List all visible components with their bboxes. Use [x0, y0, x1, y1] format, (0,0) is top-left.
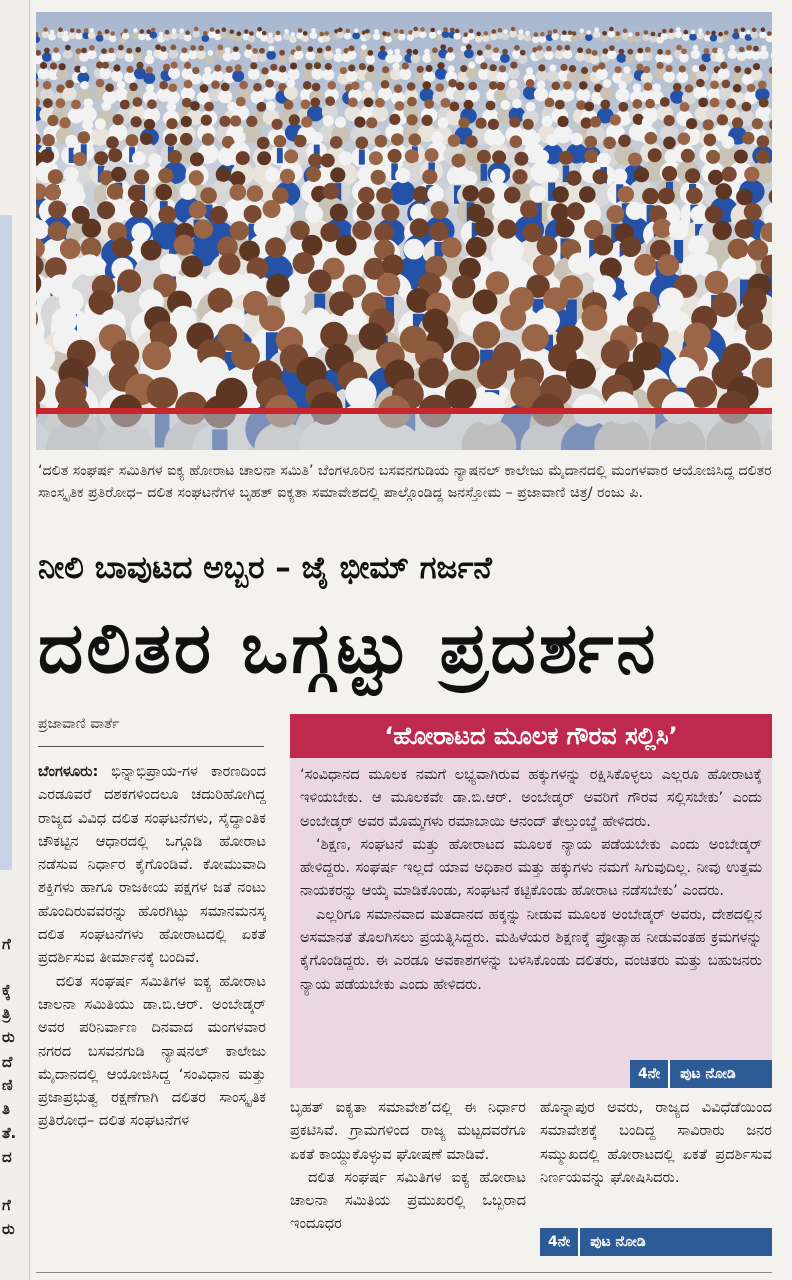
continued-page-jump[interactable] — [540, 1228, 772, 1256]
adjacent-fragment: ರು — [2, 1028, 15, 1046]
jump-label: ಪುಟ ನೋಡಿ — [680, 1066, 736, 1082]
jump-label: ಪುಟ ನೋಡಿ — [590, 1234, 646, 1250]
adjacent-fragment: ಗೆ — [2, 1196, 11, 1214]
main-headline: ದಲಿತರ ಒಗ್ಗಟ್ಟು ಪ್ರದರ್ಶನ — [38, 607, 659, 689]
crowd-photo — [36, 12, 772, 450]
adjacent-fragment: ತ್ರಿ — [2, 1004, 11, 1022]
article-column-3 — [540, 1096, 772, 1222]
dateline: ಬೆಂಗಳೂರು: — [38, 763, 99, 780]
paragraph: ಭಿನ್ನಾಭಿಪ್ರಾಯ-ಗಳ ಕಾರಣದಿಂದ ಎರಡೂವರೆ ದಶಕಗಳಿಂದಲೂ ಚದುರಿಹೋಗಿದ್ದ ರಾಜ್ಯದ ವಿವಿಧ ದಲಿತ ಸಂಘಟನೆಗಳು, ಸೈದ್ಧಾಂತಿಕ ಚೌಕಟ್ಟಿನ ಆಧಾರದಲ್ಲಿ ಒಗ್ಗೂಡಿ ಹೋರಾಟ ನಡೆಸುವ ನಿರ್ಧಾರ ಕೈಗೊಂಡಿವೆ. ಕೋಮುವಾದಿ ಶಕ್ತಿಗಳು ಹಾಗೂ ರಾಜಕೀಯ ಪಕ್ಷಗಳ ಜತೆ ನಂಟು ಹೊಂದಿರುವವರನ್ನು ಹೊರಗಿಟ್ಟು ಸಮಾನಮನಸ್ಕ ದಲಿತ ಸಂಘಟನೆಗಳು ಹೋರಾಟದಲ್ಲಿ ಏಕತೆ ಪ್ರದರ್ಶಿಸುವ ತೀರ್ಮಾನಕ್ಕೆ ಬಂದಿವೆ. — [38, 763, 266, 967]
adjacent-fragment: ಣಿ — [2, 1076, 13, 1094]
adjacent-fragment: ಕ್ಕೆ — [2, 981, 11, 999]
adjacent-fragment: ತೆ. — [2, 1124, 17, 1142]
jump-page-number: 4ನೇ — [540, 1228, 580, 1256]
paragraph: ಬೃಹತ್ ಐಕ್ಯತಾ ಸಮಾವೇಶ’ದಲ್ಲಿ ಈ ನಿರ್ಧಾರ ಪ್ರಕಟಿಸಿವೆ. ಗ್ರಾಮಗಳಿಂದ ರಾಜ್ಯ ಮಟ್ಟದವರೆಗೂ ಏಕತೆ ಕಾಯ್ದುಕೊಳ್ಳುವ ಘೋಷಣೆ ಮಾಡಿವೆ. — [290, 1099, 526, 1163]
adjacent-fragment: ಗೆ — [2, 935, 11, 953]
sidebar-box-title: ‘ಹೋರಾಟದ ಮೂಲಕ ಗೌರವ ಸಲ್ಲಿಸಿ’ — [290, 714, 772, 758]
kicker-headline: ನೀಲಿ ಬಾವುಟದ ಅಬ್ಬರ – ಜೈ ಭೀಮ್ ಗರ್ಜನೆ — [38, 550, 492, 586]
red-railing — [36, 408, 772, 414]
page-bottom-rule — [36, 1272, 772, 1273]
paragraph: ದಲಿತ ಸಂಘರ್ಷ ಸಮಿತಿಗಳ ಐಕ್ಯ ಹೋರಾಟ ಚಾಲನಾ ಸಮಿತಿಯು ಡಾ.ಬಿ.ಆರ್. ಅಂಬೇಡ್ಕರ್ ಅವರ ಪರಿನಿರ್ವಾಣ ದಿನವಾದ ಮಂಗಳವಾರ ನಗರದ ಬಸವನಗುಡಿ ನ್ಯಾಷನಲ್ ಕಾಲೇಜು ಮೈದಾನದಲ್ಲಿ ಆಯೋಜಿಸಿದ್ದ ‘ಸಂವಿಧಾನ ಮತ್ತು ಪ್ರಜಾಪ್ರಭುತ್ವ ರಕ್ಷಣೆಗಾಗಿ ದಲಿತರ ಸಾಂಸ್ಕೃತಿಕ ಪ್ರತಿರೋಧ– ದಲಿತ ಸಂಘಟನೆಗಳ — [38, 972, 266, 1130]
adjacent-article-strip — [0, 0, 30, 1280]
sidebar-box-body — [300, 764, 762, 997]
photo-caption: ‘ದಲಿತ ಸಂಘರ್ಷ ಸಮಿತಿಗಳ ಐಕ್ಯ ಹೋರಾಟ ಚಾಲನಾ ಸಮಿತಿ’ ಬೆಂಗಳೂರಿನ ಬಸವನಗುಡಿಯ ನ್ಯಾಷನಲ್ ಕಾಲೇಜು ಮೈದಾನದಲ್ಲಿ ಮಂಗಳವಾರ ಆಯೋಜಿಸಿದ್ದ ದಲಿತರ ಸಾಂಸ್ಕೃತಿಕ ಪ್ರತಿರೋಧ– ದಲಿತ ಸಂಘಟನೆಗಳ ಬೃಹತ್ ಐಕ್ಯತಾ ಸಮಾವೇಶದಲ್ಲಿ ಪಾಲ್ಗೊಂಡಿದ್ದ ಜನಸ್ತೋಮ – ಪ್ರಜಾವಾಣಿ ಚಿತ್ರ/ ರಂಜು ಪಿ. — [38, 463, 772, 501]
adjacent-fragment: ದ — [2, 1148, 12, 1166]
byline: ಪ್ರಜಾವಾಣಿ ವಾರ್ತೆ — [38, 716, 120, 732]
continued-page-jump[interactable] — [630, 1060, 772, 1088]
article-column-1 — [38, 760, 266, 1270]
adjacent-fragment: ತಿ — [2, 1100, 10, 1118]
sidebar-box — [290, 714, 772, 1088]
jump-page-number: 4ನೇ — [630, 1060, 670, 1088]
article-column-2 — [290, 1096, 526, 1266]
adjacent-blue-panel — [0, 215, 12, 870]
byline-divider — [38, 746, 264, 747]
adjacent-fragment: ರು — [2, 1220, 15, 1238]
adjacent-fragment: ದೆ — [2, 1053, 13, 1071]
paragraph: ಹೊನ್ನಾಪುರ ಅವರು, ರಾಜ್ಯದ ವಿವಿಧೆಡೆಯಿಂದ ಸಮಾವೇಶಕ್ಕೆ ಬಂದಿದ್ದ ಸಾವಿರಾರು ಜನರ ಸಮ್ಮುಖದಲ್ಲಿ ಹೋರಾಟದಲ್ಲಿ ಏಕತೆ ಪ್ರದರ್ಶಿಸುವ ನಿರ್ಣಯವನ್ನು ಘೋಷಿಸಿದರು. — [540, 1099, 772, 1186]
paragraph: ‘ಸಂವಿಧಾನದ ಮೂಲಕ ನಮಗೆ ಲಭ್ಯವಾಗಿರುವ ಹಕ್ಕುಗಳನ್ನು ರಕ್ಷಿಸಿಕೊಳ್ಳಲು ಎಲ್ಲರೂ ಹೋರಾಟಕ್ಕೆ ಇಳಿಯಬೇಕು. ಆ ಮೂಲಕವೇ ಡಾ.ಬಿ.ಆರ್. ಅಂಬೇಡ್ಕರ್ ಅವರಿಗೆ ಗೌರವ ಸಲ್ಲಿಸಬೇಕು’ ಎಂದು ಅಂಬೇಡ್ಕರ್ ಅವರ ಮೊಮ್ಮಗಳು ರಮಾಬಾಯಿ ಆನಂದ್ ತೇಲ್ತುಂಬ್ಡೆ ಹೇಳಿದರು. — [300, 767, 762, 830]
paragraph: ‘ಶಿಕ್ಷಣ, ಸಂಘಟನೆ ಮತ್ತು ಹೋರಾಟದ ಮೂಲಕ ನ್ಯಾಯ ಪಡೆಯಬೇಕು ಎಂದು ಅಂಬೇಡ್ಕರ್ ಹೇಳಿದ್ದರು. ಸಂಘರ್ಷ ಇಲ್ಲದೆ ಯಾವ ಅಧಿಕಾರ ಮತ್ತು ಹಕ್ಕುಗಳು ನಮಗೆ ಸಿಗುವುದಿಲ್ಲ. ನೀವು ಉತ್ತಮ ನಾಯಕರನ್ನು ಆಯ್ಕೆ ಮಾಡಿಕೊಂಡು, ಸಂಘಟನೆ ಕಟ್ಟಿಕೊಂಡು ಹೋರಾಟ ನಡೆಸಬೇಕು’ ಎಂದರು. — [300, 836, 762, 900]
paragraph: ದಲಿತ ಸಂಘರ್ಷ ಸಮಿತಿಗಳ ಐಕ್ಯ ಹೋರಾಟ ಚಾಲನಾ ಸಮಿತಿಯ ಪ್ರಮುಖರಲ್ಲಿ ಒಬ್ಬರಾದ ಇಂದೂಧರ — [290, 1168, 526, 1233]
paragraph: ಎಲ್ಲರಿಗೂ ಸಮಾನವಾದ ಮತದಾನದ ಹಕ್ಕನ್ನು ನೀಡುವ ಮೂಲಕ ಅಂಬೇಡ್ಕರ್ ಅವರು, ದೇಶದಲ್ಲಿನ ಅಸಮಾನತೆ ತೊಲಗಿಸಲು ಪ್ರಯತ್ನಿಸಿದ್ದರು. ಮಹಿಳೆಯರ ಶಿಕ್ಷಣಕ್ಕೆ ಪ್ರೋತ್ಸಾಹ ನೀಡುವಂತಹ ಕ್ರಮಗಳನ್ನು ಕೈಗೊಂಡಿದ್ದರು. ಈ ಎರಡೂ ಅವಕಾಶಗಳನ್ನು ಬಳಸಿಕೊಂಡು ದಲಿತರು, ವಂಚಿತರು ಮತ್ತು ಬಹುಜನರು ನ್ಯಾಯ ಪಡೆಯಬೇಕು ಎಂದು ಹೇಳಿದರು. — [300, 906, 762, 993]
crowd-photo-icon — [36, 12, 772, 450]
